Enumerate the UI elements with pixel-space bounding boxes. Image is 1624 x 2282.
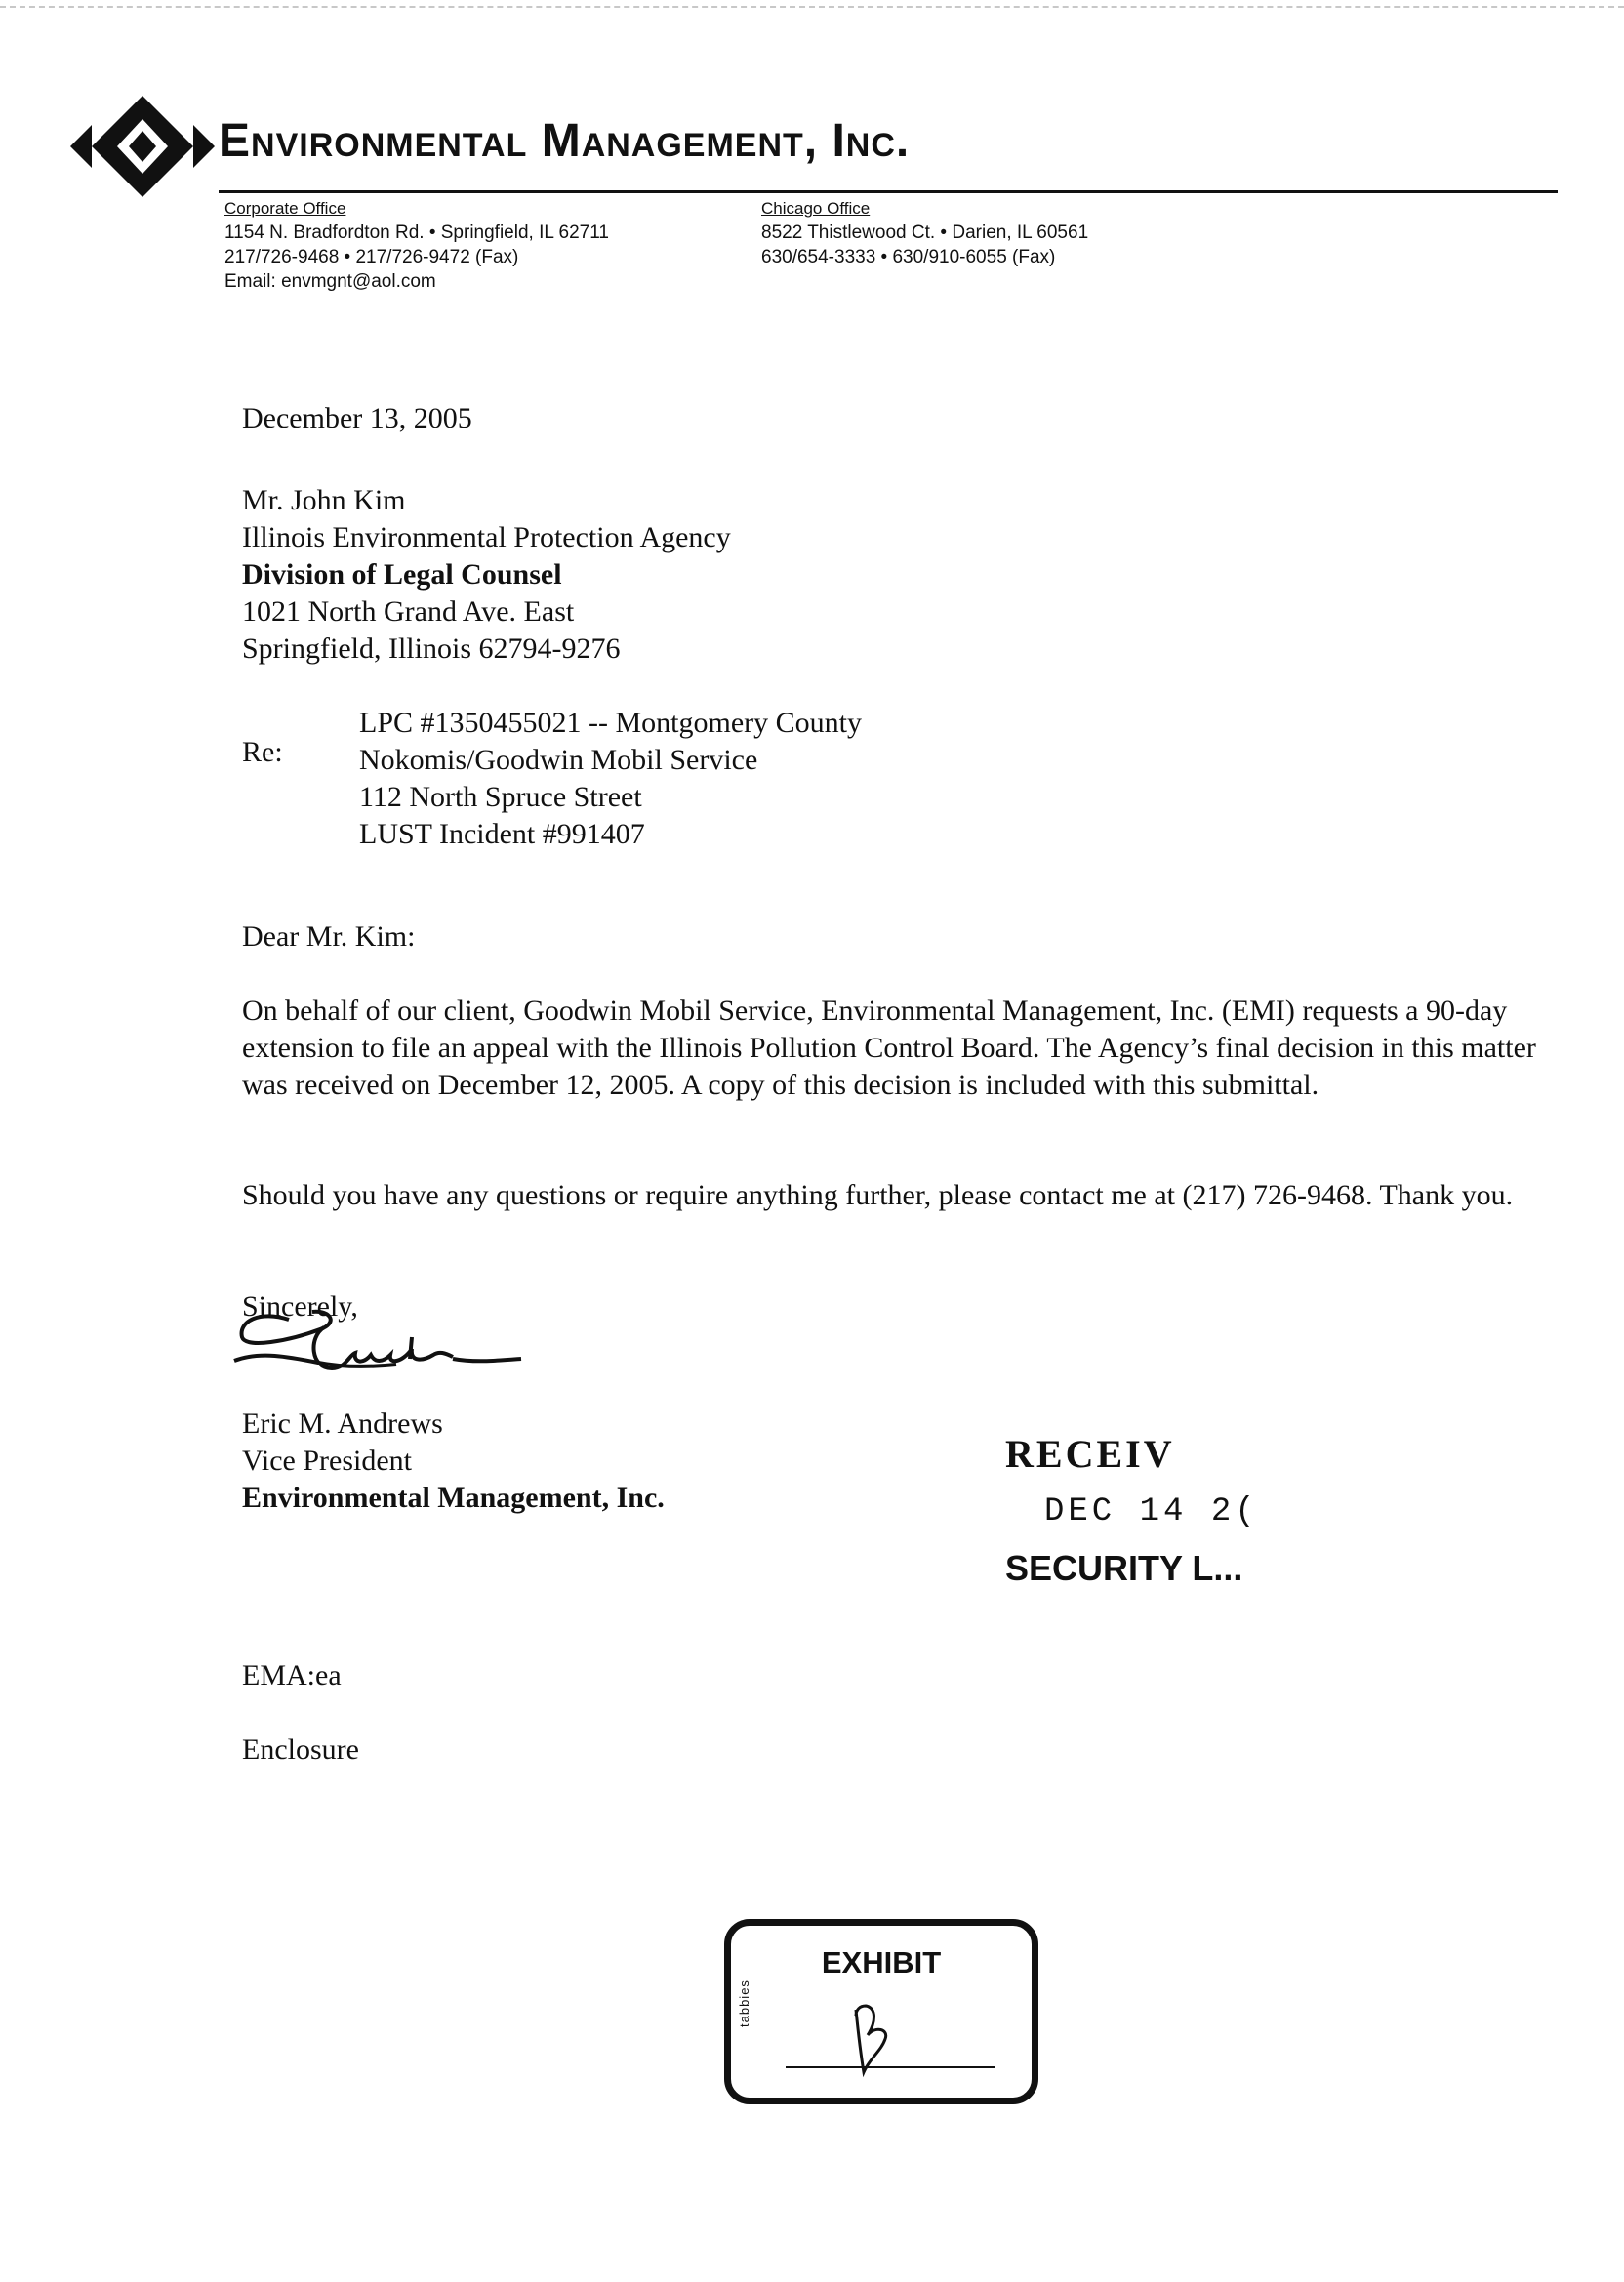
signer-title: Vice President bbox=[242, 1445, 412, 1477]
letterhead-divider bbox=[219, 190, 1558, 193]
re-line: Nokomis/Goodwin Mobil Service bbox=[359, 744, 758, 776]
re-line: LUST Incident #991407 bbox=[359, 818, 645, 850]
recipient-street: 1021 North Grand Ave. East bbox=[242, 595, 575, 628]
signer-block bbox=[242, 1406, 665, 1517]
body-paragraph-1: On behalf of our client, Goodwin Mobil Service, Environmental Management, Inc. (EMI) requests a 90-day extension to file an appeal with the Illinois Pollution Control Board. The Agency’s final decision in this matter was received on December 12, 2005. A copy of this decision is included with this submittal. bbox=[242, 995, 1536, 1101]
exhibit-line bbox=[786, 2066, 995, 2068]
company-logo-icon bbox=[70, 96, 215, 197]
recipient-city: Springfield, Illinois 62794-9276 bbox=[242, 632, 621, 665]
exhibit-title: EXHIBIT bbox=[821, 1945, 942, 1979]
stamp-security: SECURITY L... bbox=[1005, 1548, 1243, 1588]
reference-initials: EMA:ea bbox=[242, 1659, 342, 1691]
chicago-office-block bbox=[761, 196, 1088, 269]
stamp-received: RECEIV bbox=[1005, 1432, 1175, 1476]
salutation: Dear Mr. Kim: bbox=[242, 920, 416, 953]
corporate-office-address: 1154 N. Bradfordton Rd. • Springfield, IL 62711 bbox=[224, 223, 609, 243]
re-subject bbox=[359, 705, 862, 853]
scan-artifact-line bbox=[0, 6, 1624, 8]
exhibit-sticker bbox=[724, 1919, 1038, 2104]
chicago-office-title: Chicago Office bbox=[761, 199, 871, 218]
recipient-name: Mr. John Kim bbox=[242, 484, 406, 516]
enclosure-note: Enclosure bbox=[242, 1733, 359, 1766]
body-paragraph-2: Should you have any questions or require anything further, please contact me at (217) 726-9468. Thank you. bbox=[242, 1179, 1514, 1211]
corporate-office-phone: 217/726-9468 • 217/726-9472 (Fax) bbox=[224, 247, 519, 267]
handwritten-signature bbox=[230, 1298, 523, 1386]
signer-name: Eric M. Andrews bbox=[242, 1407, 443, 1440]
chicago-office-phone: 630/654-3333 • 630/910-6055 (Fax) bbox=[761, 247, 1056, 267]
company-name: Environmental Management, Inc. bbox=[219, 115, 911, 167]
corporate-office-title: Corporate Office bbox=[224, 199, 346, 218]
corporate-office-block bbox=[224, 196, 609, 294]
re-label: Re: bbox=[242, 736, 283, 768]
re-line: LPC #1350455021 -- Montgomery County bbox=[359, 707, 862, 739]
recipient-address bbox=[242, 482, 731, 668]
letter-date: December 13, 2005 bbox=[242, 402, 472, 434]
re-line: 112 North Spruce Street bbox=[359, 781, 642, 813]
recipient-agency: Illinois Environmental Protection Agency bbox=[242, 521, 731, 553]
stamp-date: DEC 14 2( bbox=[1044, 1493, 1259, 1530]
chicago-office-address: 8522 Thistlewood Ct. • Darien, IL 60561 bbox=[761, 223, 1089, 243]
recipient-division: Division of Legal Counsel bbox=[242, 558, 562, 591]
closing: Sincerely, bbox=[242, 1290, 358, 1323]
corporate-office-email: Email: envmgnt@aol.com bbox=[224, 271, 436, 292]
exhibit-brand: tabbies bbox=[737, 1979, 751, 2027]
signer-company: Environmental Management, Inc. bbox=[242, 1482, 665, 1514]
